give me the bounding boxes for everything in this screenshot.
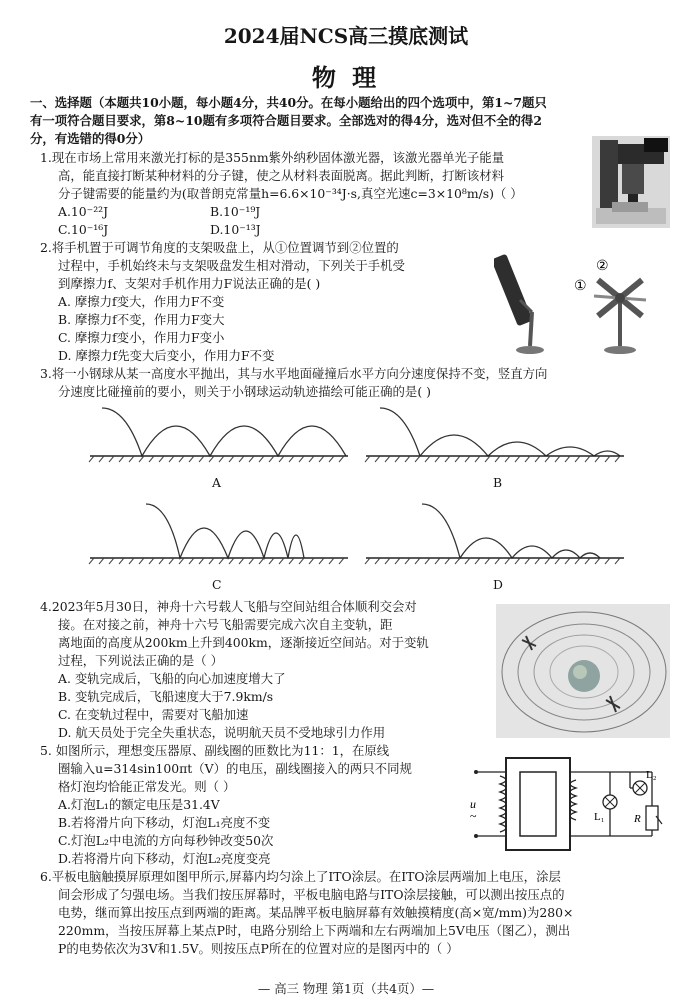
q2-option-d: D. 摩擦力f先变大后变小，作用力F不变	[58, 348, 275, 363]
q2-line-3: 到摩擦力f、支架对手机作用力F说法正确的是( )	[58, 276, 321, 291]
q3-line-2: 分速度比碰撞前的要小，则关于小钢球运动轨迹描绘可能正确的是( )	[58, 384, 431, 399]
exam-title: 2024届NCS高三摸底测试	[223, 24, 469, 48]
q4-line-2: 接。在对接之前，神舟十六号飞船需要完成六次自主变轨，距	[58, 617, 393, 632]
q4-option-d: D. 航天员处于完全失重状态，说明航天员不受地球引力作用	[58, 725, 386, 740]
trajectory-figure-d	[362, 494, 626, 570]
subject-title: 物 理	[311, 63, 381, 92]
ac-source-symbol: ~	[470, 809, 477, 823]
q4-option-c: C. 在变轨过程中，需要对飞船加速	[58, 707, 249, 722]
trajectory-label-a: A	[212, 475, 221, 490]
trajectory-label-c: C	[212, 577, 222, 592]
q5-option-c: C.灯泡L₂中电流的方向每秒钟改变50次	[58, 833, 274, 848]
q6-line-1: 6.平板电脑触摸屏原理如图甲所示,屏幕内均匀涂上了ITO涂层。在ITO涂层两端加上电压，涂层	[40, 869, 561, 884]
q1-option-d: D.10⁻¹³J	[210, 222, 261, 237]
transformer-circuit	[470, 750, 670, 860]
orbit-transfer-figure	[496, 604, 670, 738]
q2-option-b: B. 摩擦力f不变，作用力F变大	[58, 312, 225, 327]
q4-option-a: A. 变轨完成后，飞船的向心加速度增大了	[58, 671, 286, 686]
section-line-2: 有一项符合题目要求，第8~10题有多项符合题目要求。全部选对的得4分，选对但不全的得2	[30, 113, 542, 128]
trajectory-figure-b	[362, 396, 626, 466]
q5-option-d: D.若将滑片向下移动，灯泡L₂亮度变亮	[58, 851, 271, 866]
trajectory-label-d: D	[493, 577, 503, 592]
q4-line-3: 离地面的高度从200km上升到400km，逐渐接近空间站。对于变轨	[58, 635, 429, 650]
q3-line-1: 3.将一小钢球从某一高度水平抛出，其与水平地面碰撞后水平方向分速度保持不变，竖直方向	[40, 366, 548, 381]
q6-line-5: P的电势依次为3V和1.5V。则按压点P所在的位置对应的是图丙中的（ ）	[58, 941, 459, 956]
trajectory-label-b: B	[493, 475, 503, 490]
q2-line-2: 过程中，手机始终未与支架吸盘发生相对滑动，下列关于手机受	[58, 258, 405, 273]
q1-option-a: A.10⁻²²J	[58, 204, 109, 219]
lamp-l1-label: L₁	[594, 811, 605, 823]
q1-option-c: C.10⁻¹⁶J	[58, 222, 109, 237]
q4-option-b: B. 变轨完成后，飞船速度大于7.9km/s	[58, 689, 274, 704]
q5-line-3: 格灯泡均恰能正常发光。则（ ）	[58, 779, 236, 794]
q1-line-1: 1.现在市场上常用来激光打标的是355nm紫外纳秒固体激光器，该激光器单光子能量	[40, 150, 505, 165]
laser-marker-image	[592, 136, 670, 228]
q6-line-2: 间会形成了匀强电场。当我们按压屏幕时，平板电脑电路与ITO涂层接触，可以测出按压点的	[58, 887, 565, 902]
q5-line-1: 5. 如图所示，理想变压器原、副线圈的匝数比为11：1，在原线	[40, 743, 390, 758]
q2-line-1: 2.将手机置于可调节角度的支架吸盘上，从①位置调节到②位置的	[40, 240, 399, 255]
q4-line-1: 4.2023年5月30日，神舟十六号载人飞船与空间站组合体顺利交会对	[40, 599, 417, 614]
lamp-l2-label: L₂	[646, 769, 657, 781]
section-line-3: 分，有选错的得0分）	[30, 131, 151, 146]
q1-line-3: 分子键需要的能量约为(取普朗克常量h=6.6×10⁻³⁴J·s,真空光速c=3×10⁸m/s)（ ）	[58, 186, 523, 201]
q5-option-a: A.灯泡L₁的额定电压是31.4V	[58, 797, 220, 812]
q6-line-4: 220mm，当按压屏幕上某点P时，电路分别给上下两端和左右两端加上5V电压（图乙），测出	[58, 923, 571, 938]
rheostat-r-label: R	[634, 813, 641, 825]
phone-holder-figure	[494, 250, 674, 360]
section-line-1: 一、选择题（本题共10小题，每小题4分，共40分。在每小题给出的四个选项中，第1~7题只	[30, 95, 547, 110]
q2-option-a: A. 摩擦力f变大，作用力F不变	[58, 294, 225, 309]
q5-option-b: B.若将滑片向下移动，灯泡L₁亮度不变	[58, 815, 271, 830]
trajectory-figure-a	[86, 396, 350, 466]
page-footer: — 高三 物理 第1页（共4页）—	[257, 981, 435, 996]
q4-line-4: 过程，下列说法正确的是（ ）	[58, 653, 224, 668]
q1-line-2: 高，能直接打断某种材料的分子键，使之从材料表面脱离。据此判断，打断该材料	[58, 168, 505, 183]
q1-option-b: B.10⁻¹⁹J	[210, 204, 261, 219]
position-2-label: ②	[596, 259, 609, 274]
q6-line-3: 电势，继而算出按压点到两端的距离。某品牌平板电脑屏幕有效触摸精度(高×宽/mm)为280×	[58, 905, 574, 920]
voltage-u-label: u	[470, 797, 476, 811]
trajectory-figure-c	[86, 494, 350, 570]
q5-line-2: 圈输入u=314sin100πt（V）的电压，副线圈接入的两只不同规	[58, 761, 412, 776]
position-1-label: ①	[574, 279, 587, 294]
q2-option-c: C. 摩擦力f变小，作用力F变小	[58, 330, 225, 345]
